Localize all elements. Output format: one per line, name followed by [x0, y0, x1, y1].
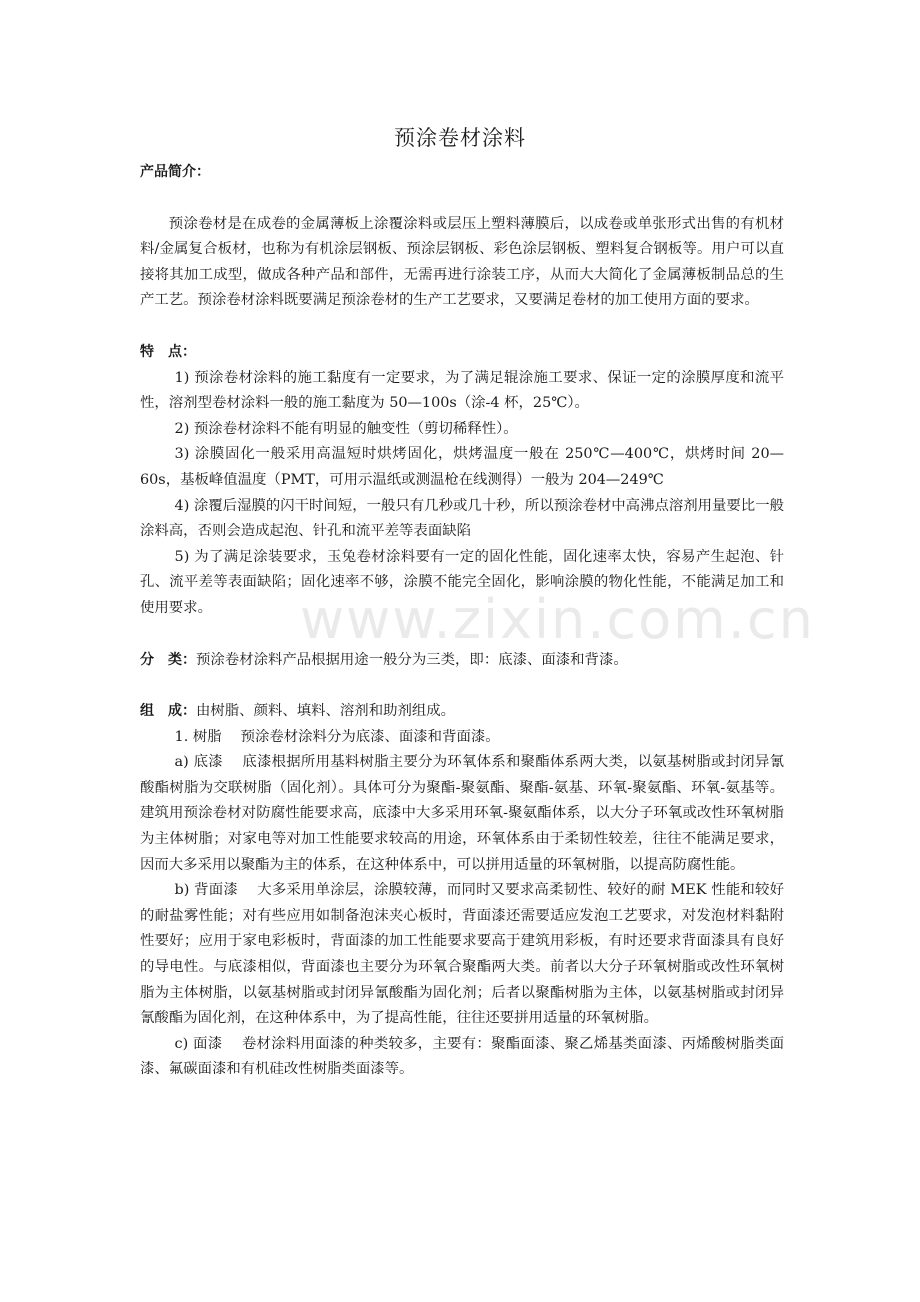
resin-line: 1. 树脂 预涂卷材涂料分为底漆、面漆和背面漆。 — [174, 728, 500, 745]
composition-item-backcoat: b) 背面漆 大多采用单涂层，涂膜较薄，而同时又要求高柔韧性、较好的耐 MEK 性能和较好的耐盐雾性能；对有些应用如制备泡沫夹心板时，背面漆还需要适应发泡工艺要求，对发泡材料黏附性要好；应用于家电彩板时，背面漆的加工性能要求要高于建筑用彩板，有时还要求背面漆具有良好的导电性。与底漆相似，背面漆也主要分为环氧合聚酯两大类。前者以大分子环氧树脂或改性环氧树脂为主体树脂，以氨基树脂或封闭异氰酸酯为固化剂；后者以聚酯树脂为主体，以氨基树脂或封闭异氰酸酯为固化剂，在这种体系中，为了提高性能，往往还要拼用适量的环氧树脂。 — [140, 882, 784, 1027]
document-body — [140, 160, 784, 1083]
feature-item-4: 4) 涂覆后湿膜的闪干时间短，一般只有几秒或几十秒，所以预涂卷材中高沸点溶剂用量要比一般涂料高，否则会造成起泡、针孔和流平差等表面缺陷 — [140, 497, 784, 540]
composition-line — [140, 699, 784, 725]
watermark: www.zixin.com.cn — [300, 588, 815, 651]
intro-paragraph: 预涂卷材是在成卷的金属薄板上涂覆涂料或层压上塑料薄膜后，以成卷或单张形式出售的有机材料/金属复合板材，也称为有机涂层钢板、预涂层钢板、彩色涂层钢板、塑料复合钢板等。用户可以直接将其加工成型，做成各种产品和部件，无需再进行涂装工序，从而大大简化了金属薄板制品总的生产工艺。预涂卷材涂料既要满足预涂卷材的生产工艺要求，又要满足卷材的加工使用方面的要求。 — [140, 215, 784, 309]
intro-heading: 产品简介： — [140, 164, 210, 180]
features-heading: 特 点： — [140, 343, 196, 360]
document-title: 预涂卷材涂料 — [394, 126, 526, 150]
feature-item-5: 5) 为了满足涂装要求，玉兔卷材涂料要有一定的固化性能，固化速率太快，容易产生起泡、针孔、流平差等表面缺陷；固化速率不够，涂膜不能完全固化，影响涂膜的物化性能，不能满足加工和使用要求。 — [140, 548, 784, 616]
spacer — [140, 622, 784, 648]
feature-item-3: 3) 涂膜固化一般采用高温短时烘烤固化，烘烤温度一般在 250℃—400℃，烘烤时间 20—60s，基板峰值温度（PMT，可用示温纸或测温枪在线测得）一般为 204—249℃ — [140, 446, 784, 488]
feature-item-2: 2) 预涂卷材涂料不能有明显的触变性（剪切稀释性）。 — [174, 420, 518, 437]
composition-text: 由树脂、颜料、填料、溶剂和助剂组成。 — [196, 703, 456, 720]
composition-item-topcoat: c) 面漆 卷材涂料用面漆的种类较多，主要有：聚酯面漆、聚乙烯基类面漆、丙烯酸树脂类面漆、氟碳面漆和有机硅改性树脂类面漆等。 — [140, 1035, 784, 1078]
spacer — [140, 673, 784, 699]
classification-heading: 分 类： — [140, 651, 196, 668]
classification-line — [140, 648, 784, 674]
classification-text: 预涂卷材涂料产品根据用途一般分为三类，即：底漆、面漆和背漆。 — [196, 651, 628, 668]
feature-item-1: 1) 预涂卷材涂料的施工黏度有一定要求，为了满足辊涂施工要求、保证一定的涂膜厚度和流平性，溶剂型卷材涂料一般的施工黏度为 50—100s（涂-4 杯，25℃）。 — [140, 369, 784, 412]
spacer — [140, 186, 784, 212]
composition-item-primer: a) 底漆 底漆根据所用基料树脂主要分为环氧体系和聚酯体系两大类，以氨基树脂或封闭异氰酸酯树脂为交联树脂（固化剂）。具体可分为聚酯-聚氨酯、聚酯-氨基、环氧-聚氨酯、环氧-氨基等。建筑用预涂卷材对防腐性能要求高，底漆中大多采用环氧-聚氨酯体系，以大分子环氧或改性环氧树脂为主体树脂；对家电等对加工性能要求较高的用途，环氧体系由于柔韧性较差，往往不能满足要求，因而大多采用以聚酯为主的体系，在这种体系中，可以拼用适量的环氧树脂，以提高防腐性能。 — [140, 754, 784, 873]
composition-heading: 组 成： — [140, 703, 196, 720]
spacer — [140, 314, 784, 340]
